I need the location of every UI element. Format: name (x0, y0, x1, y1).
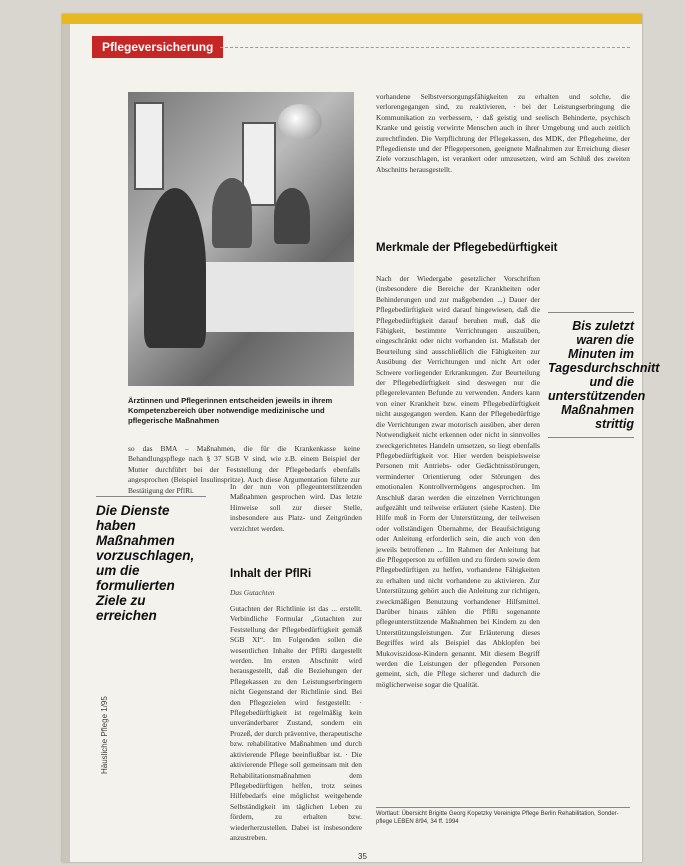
header-divider (220, 47, 630, 48)
photo-person-woman-2 (274, 188, 310, 244)
photo-window (134, 102, 164, 190)
pull-quote-left: Die Dienste haben Maßnahmen vorzuschlagen, um die formulierten Ziele zu erreichen (96, 496, 206, 623)
page-number: 35 (358, 852, 367, 861)
section-label: Pflegeversicherung (92, 36, 223, 58)
photo-lamp (278, 104, 322, 140)
magazine-page (62, 14, 660, 862)
body-text-right-top: vorhandene Selbstversorgungsfähigkeiten zu erhalten und solche, die verlorengegangen sind, zu reaktivieren, · bei der Leistungserbringung die Kommunikation zu verbessern, · daß geistig und seelisch Behinderte, psychisch Kranke und geistig verwirrte Menschen auch in ihrer Umgebung und auch zeitlich zurechtfinden. Die Verpflichtung der Pflegekassen, des MDK, der Pflegeheime, der Pflegedienste und der Pflegepersonen, geeignete Maßnahmen zur Erreichung dieser Ziele vorzuschlagen, ist verankert oder umzusetzen, wird am Schluß des zweiten Abschnitts herausgestellt. (376, 92, 630, 174)
body-text-intro: so das BMA – Maßnahmen, die für die Krankenkasse keine Behandlungspflege nach § 37 SGB V sind, wie z.B. einem Beispiel der Mutter durchführt bei der Feststellung der Pflegebedarfs ebenfalls angesprochen (Beispiel Insulinspritze). Auch diese Argumentation führte zur Bestätigung der PflRi. (128, 444, 360, 495)
body-text-right: Nach der Wiedergabe gesetzlicher Vorschriften (insbesondere die Bereiche der Krankheiten oder Behinderungen und zur maßgebenden ...) Dauer der Pflegebedürftigkeit wird darauf hingewiesen, daß die Pflegebedürftigkeit darauf beruhen muß, daß die Fähigkeit, bestimmte Verrichtungen auszuüben, eingeschränkt oder nicht vorhanden ist. Maßstab der Beurteilung sind ausschließlich die Fähigkeiten zur Ausübung der Verrichtungen und nicht Art oder Schwere vorliegender Erkrankungen. Zur Beurteilung der Pflegebedürftigkeit sind deswegen nur die pflegerelevanten Befunde zu verwenden. Anders kann von einer Krankheit bzw. einem Pflegebedürftigkeit nicht ausgegangen werden. Kann der Pflegebedürftige die Verrichtungen zwar motorisch ausüben, aber deren Notwendigkeit nicht erkennen oder nicht in sinnvolles zweckgerichtetes Handeln umsetzen, so liegt ebenfalls Pflegebedürftigkeit vor. Hier werden beispielsweise Personen mit Antriebs- oder Gedächtnisstörungen, verminderter Orientierung oder Störungen des emotionalen Kontrollvermögens angesprochen. Im Anschluß daran werden die einzelnen Verrichtungen aufgezählt und teilweise erläutert (siehe Kasten). Die Hilfe muß in Form der Unterstützung, der teilweisen oder vollständigen Übernahme, der Beaufsichtigung oder Anleitung erforderlich sein, die auch von den jeweils betroffenen ... Im Rahmen der Anleitung hat die Pflegeperson zu erfüllen und zu fördern sowie dem Pflegebedürftigen zu helfen, vorhandene Fähigkeiten zu erhalten und nicht vorhandene zu aktivieren. Zur Unterstützung gehört auch die Anleitung zur richtigen, zweckmäßigen Benutzung vorhandener Hilfsmittel. Darüber hinaus zählen die PflRi sogenannte pflegeunterstützende Maßnahmen bei Kindern zu den Unterstützungsleistungen. Zur Erläuterung dieses Begriffes wird als Beispiel das Abklopfen bei Mukoviszidose-Kindern genannt. Mit diesem Begriff werden die Leistungen der pflegenden Personen gemeint, sich, die Pflege sicherer und dadurch die möglicherweise sogar die Qualität. (376, 274, 540, 689)
photo-person-woman-1 (212, 178, 252, 248)
subheading-gutachten: Das Gutachten (230, 588, 275, 597)
body-text-mid: In der nun von pflegeunterstützenden Maßnahmen gesprochen wird. Das letzte Hinweise soll zur dieser Stelle, insbesondere aus Platz- und Zeitgründen verzichtet werden. (230, 482, 362, 533)
photo-caption: Ärztinnen und Pflegerinnen entscheiden jeweils in ihrem Kompetenzbereich über notwendige medizinische und pflegerische Maßnahmen (128, 396, 333, 425)
side-label: Häusliche Pflege 1/95 (100, 696, 109, 774)
top-color-bar (62, 14, 642, 24)
section-heading-merkmale: Merkmale der Pflegebedürftigkeit (376, 242, 558, 254)
binding-strip (62, 24, 70, 862)
body-text-gutachten: Gutachten der Richtlinie ist das ... erstellt. Verbindliche Formular „Gutachten zur Feststellung der Pflegebedürftigkeit gemäß SGB XI“. Im Folgenden sollen die wesentlichen Inhalte der PflRi dargestellt werden. Im ersten Abschnitt wird herausgestellt, daß die Beziehungen der Pflegekassen zu den Leistungserbringern nicht Gegenstand der Richtlinie sind. Bei den Pflegezielen wird festgestellt: · Pflegebedürftigkeit ist regelmäßig kein unveränderbarer Zustand, sondern ein Prozeß, der durch präventive, therapeutische bzw. rehabilitative Maßnahmen und durch aktivierende Pflege beeinflußbar ist. · Die aktivierende Pflege soll gemeinsam mit den Rehabilitationsmaßnahmen dem Pflegebedürftigen helfen, trotz seines Hilfebedarfs eine möglichst weitgehende Selbständigkeit im täglichen Leben zu fördern, zu erhalten bzw. wiederherzustellen. Dabei ist insbesondere anzustreben. (230, 604, 362, 842)
pull-quote-right: Bis zuletzt waren die Minuten im Tagesdurchschnitt und die unterstützenden Maßnahmen strittig (548, 312, 634, 438)
photo (128, 92, 354, 386)
section-heading-inhalt: Inhalt der PflRi (230, 568, 312, 580)
photo-table (198, 262, 354, 332)
photo-person-man (144, 188, 206, 348)
footnote: Wortlaut: Übersicht Brigitte Georg Kopetzky Vereinigte Pflege Berlin Rehabilitation, Sonder-pflege LEBEN 8/94, 34 ff. 1994 (376, 807, 630, 826)
